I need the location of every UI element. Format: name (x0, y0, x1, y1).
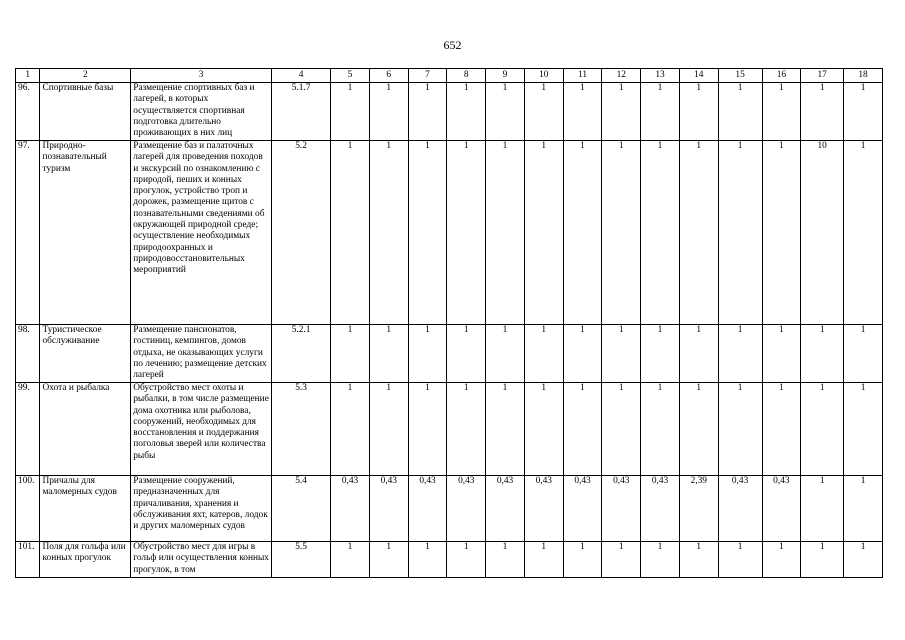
zoning-table (15, 68, 883, 578)
value-cell: 1 (369, 542, 408, 578)
row-name: Природно-познавательный туризм (40, 141, 131, 325)
value-cell: 1 (369, 83, 408, 141)
value-cell: 1 (641, 383, 680, 476)
column-header: 15 (718, 69, 762, 83)
column-header: 18 (844, 69, 883, 83)
table-row (16, 476, 883, 542)
row-index: 96. (16, 83, 40, 141)
value-cell: 0,43 (563, 476, 602, 542)
value-cell: 1 (602, 325, 641, 383)
row-code: 5.3 (271, 383, 330, 476)
value-cell: 1 (801, 325, 844, 383)
value-cell: 0,43 (408, 476, 447, 542)
row-description: Размещение баз и палаточных лагерей для проведения походов и экскурсий по ознакомлению с природой, пеших и конных прогулок, устройство троп и дорожек, размещение щитов с познавательными сведениями об окружающей природной среде; осуществление необходимых природоохранных и природовосстановительных мероприятий (131, 141, 272, 325)
value-cell: 1 (679, 141, 718, 325)
row-description: Размещение сооружений, предназначенных для причаливания, хранения и обслуживания яхт, катеров, лодок и других маломерных судов (131, 476, 272, 542)
row-index: 101. (16, 542, 40, 578)
row-index: 97. (16, 141, 40, 325)
column-header: 12 (602, 69, 641, 83)
value-cell: 1 (844, 383, 883, 476)
value-cell: 0,43 (447, 476, 486, 542)
value-cell: 1 (641, 141, 680, 325)
value-cell: 1 (718, 83, 762, 141)
row-code: 5.2 (271, 141, 330, 325)
value-cell: 1 (641, 542, 680, 578)
value-cell: 1 (718, 542, 762, 578)
value-cell: 0,43 (762, 476, 801, 542)
column-header: 4 (271, 69, 330, 83)
value-cell: 0,43 (369, 476, 408, 542)
value-cell: 1 (718, 141, 762, 325)
column-header: 16 (762, 69, 801, 83)
value-cell: 1 (331, 542, 370, 578)
value-cell: 1 (331, 83, 370, 141)
value-cell: 1 (408, 83, 447, 141)
row-index: 98. (16, 325, 40, 383)
value-cell: 1 (801, 542, 844, 578)
header-row (16, 69, 883, 83)
value-cell: 1 (447, 542, 486, 578)
value-cell: 2,39 (679, 476, 718, 542)
column-header: 3 (131, 69, 272, 83)
table-row (16, 542, 883, 578)
value-cell: 0,43 (524, 476, 563, 542)
value-cell: 1 (331, 141, 370, 325)
row-name: Туристическое обслуживание (40, 325, 131, 383)
value-cell: 1 (369, 325, 408, 383)
value-cell: 1 (563, 542, 602, 578)
column-header: 1 (16, 69, 40, 83)
page-number: 652 (443, 38, 462, 52)
column-header: 5 (331, 69, 370, 83)
column-header: 11 (563, 69, 602, 83)
value-cell: 1 (524, 542, 563, 578)
value-cell: 1 (679, 83, 718, 141)
value-cell: 1 (844, 141, 883, 325)
value-cell: 1 (331, 325, 370, 383)
value-cell: 1 (718, 325, 762, 383)
value-cell: 1 (641, 83, 680, 141)
row-name: Спортивные базы (40, 83, 131, 141)
value-cell: 1 (844, 325, 883, 383)
row-code: 5.5 (271, 542, 330, 578)
value-cell: 1 (801, 383, 844, 476)
row-code: 5.2.1 (271, 325, 330, 383)
value-cell: 1 (679, 542, 718, 578)
table-row (16, 83, 883, 141)
column-header: 10 (524, 69, 563, 83)
value-cell: 1 (486, 141, 525, 325)
value-cell: 1 (447, 141, 486, 325)
value-cell: 0,43 (486, 476, 525, 542)
value-cell: 1 (524, 325, 563, 383)
value-cell: 1 (801, 83, 844, 141)
row-description: Обустройство мест для игры в гольф или осуществления конных прогулок, в том (131, 542, 272, 578)
value-cell: 1 (762, 383, 801, 476)
value-cell: 1 (369, 141, 408, 325)
value-cell: 0,43 (331, 476, 370, 542)
value-cell: 1 (762, 141, 801, 325)
value-cell: 1 (486, 383, 525, 476)
value-cell: 1 (679, 325, 718, 383)
column-header: 9 (486, 69, 525, 83)
column-header: 13 (641, 69, 680, 83)
value-cell: 10 (801, 141, 844, 325)
value-cell: 1 (524, 383, 563, 476)
value-cell: 1 (408, 325, 447, 383)
value-cell: 1 (447, 325, 486, 383)
value-cell: 0,43 (602, 476, 641, 542)
value-cell: 1 (408, 542, 447, 578)
value-cell: 1 (602, 542, 641, 578)
value-cell: 1 (801, 476, 844, 542)
value-cell: 1 (563, 383, 602, 476)
value-cell: 1 (524, 141, 563, 325)
value-cell: 1 (563, 83, 602, 141)
row-code: 5.4 (271, 476, 330, 542)
value-cell: 1 (486, 83, 525, 141)
row-name: Поля для гольфа или конных прогулок (40, 542, 131, 578)
value-cell: 0,43 (641, 476, 680, 542)
value-cell: 1 (408, 141, 447, 325)
value-cell: 1 (762, 542, 801, 578)
value-cell: 1 (486, 325, 525, 383)
value-cell: 1 (679, 383, 718, 476)
value-cell: 1 (844, 476, 883, 542)
value-cell: 1 (602, 141, 641, 325)
value-cell: 1 (762, 325, 801, 383)
column-header: 17 (801, 69, 844, 83)
value-cell: 1 (844, 83, 883, 141)
value-cell: 0,43 (718, 476, 762, 542)
row-description: Обустройство мест охоты и рыбалки, в том числе размещение дома охотника или рыболова, сооружений, необходимых для восстановления и поддержания поголовья зверей или количества рыбы (131, 383, 272, 476)
value-cell: 1 (641, 325, 680, 383)
value-cell: 1 (563, 141, 602, 325)
value-cell: 1 (524, 83, 563, 141)
table-row (16, 141, 883, 325)
value-cell: 1 (563, 325, 602, 383)
column-header: 7 (408, 69, 447, 83)
column-header: 8 (447, 69, 486, 83)
row-index: 100. (16, 476, 40, 542)
value-cell: 1 (844, 542, 883, 578)
value-cell: 1 (331, 383, 370, 476)
table-row (16, 325, 883, 383)
value-cell: 1 (602, 83, 641, 141)
value-cell: 1 (408, 383, 447, 476)
value-cell: 1 (762, 83, 801, 141)
value-cell: 1 (369, 383, 408, 476)
row-code: 5.1.7 (271, 83, 330, 141)
table-row (16, 383, 883, 476)
row-description: Размещение пансионатов, гостиниц, кемпингов, домов отдыха, не оказывающих услуги по лечению; размещение детских лагерей (131, 325, 272, 383)
column-header: 14 (679, 69, 718, 83)
value-cell: 1 (486, 542, 525, 578)
row-name: Охота и рыбалка (40, 383, 131, 476)
value-cell: 1 (447, 383, 486, 476)
column-header: 6 (369, 69, 408, 83)
column-header: 2 (40, 69, 131, 83)
value-cell: 1 (602, 383, 641, 476)
row-name: Причалы для маломерных судов (40, 476, 131, 542)
row-description: Размещение спортивных баз и лагерей, в которых осуществляется спортивная подготовка длительно проживающих в них лиц (131, 83, 272, 141)
row-index: 99. (16, 383, 40, 476)
value-cell: 1 (447, 83, 486, 141)
value-cell: 1 (718, 383, 762, 476)
